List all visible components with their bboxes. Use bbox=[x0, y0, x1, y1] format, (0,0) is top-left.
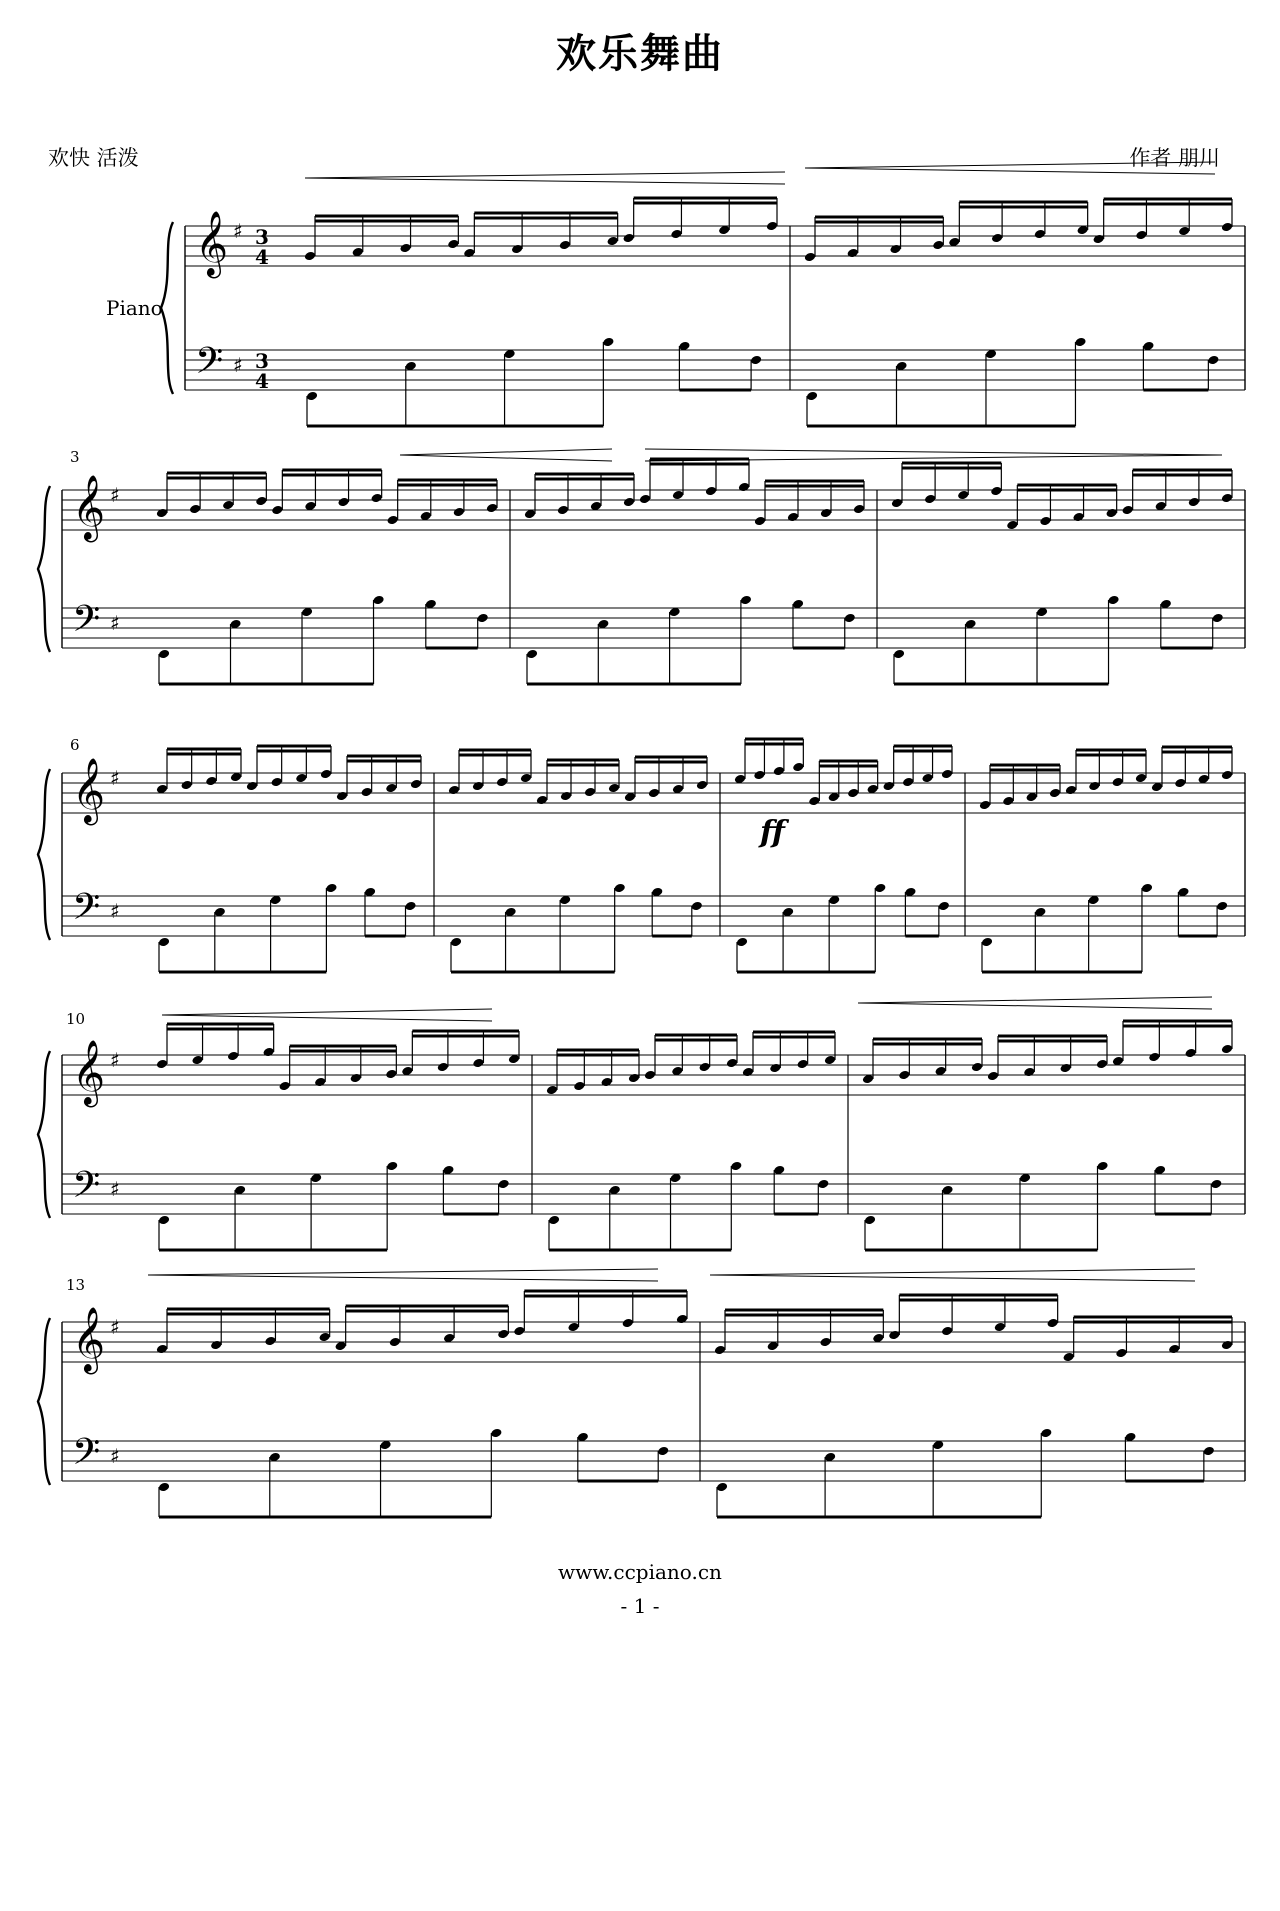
notehead bbox=[600, 1077, 612, 1088]
notehead bbox=[472, 781, 484, 792]
treble-key-signature: ♯ bbox=[110, 1048, 120, 1072]
notehead bbox=[787, 512, 799, 523]
notehead bbox=[490, 1428, 502, 1439]
notehead bbox=[1002, 796, 1014, 807]
treble-key-signature: ♯ bbox=[110, 766, 120, 790]
treble-key-signature: ♯ bbox=[233, 219, 243, 243]
notehead bbox=[817, 1179, 829, 1190]
notehead bbox=[1135, 230, 1147, 241]
notehead bbox=[304, 251, 316, 262]
crescendo-hairpin bbox=[305, 178, 785, 184]
notehead bbox=[1096, 1161, 1108, 1172]
notehead bbox=[902, 777, 914, 788]
treble-clef-icon: 𝄞 bbox=[195, 211, 229, 276]
grand-staff-brace bbox=[38, 1051, 50, 1218]
notehead bbox=[559, 240, 571, 251]
notehead bbox=[941, 1326, 953, 1337]
notehead bbox=[957, 490, 969, 501]
notehead bbox=[360, 787, 372, 798]
crescendo-hairpin bbox=[710, 1275, 1195, 1281]
notehead bbox=[1174, 778, 1186, 789]
notehead bbox=[1221, 1340, 1233, 1351]
notehead bbox=[628, 1073, 640, 1084]
notehead bbox=[738, 482, 750, 493]
notehead bbox=[971, 1062, 983, 1073]
notehead bbox=[613, 883, 625, 894]
notehead bbox=[898, 1070, 910, 1081]
notehead bbox=[987, 1071, 999, 1082]
measure-number: 10 bbox=[66, 1010, 86, 1028]
notehead bbox=[1184, 1048, 1196, 1059]
instrument-label: Piano bbox=[106, 296, 163, 320]
notehead bbox=[622, 233, 634, 244]
notehead bbox=[608, 783, 620, 794]
notehead bbox=[270, 777, 282, 788]
crescendo-hairpin bbox=[162, 1009, 492, 1015]
notehead bbox=[773, 766, 785, 777]
notehead bbox=[520, 773, 532, 784]
notehead bbox=[191, 1055, 203, 1066]
notehead bbox=[385, 1069, 397, 1080]
notehead bbox=[1121, 505, 1133, 516]
notehead bbox=[567, 1322, 579, 1333]
notehead bbox=[477, 613, 489, 624]
crescendo-hairpin bbox=[148, 1269, 658, 1275]
notehead bbox=[437, 1062, 449, 1073]
notehead bbox=[736, 937, 748, 948]
notehead bbox=[882, 781, 894, 792]
notehead bbox=[450, 937, 462, 948]
grand-staff-brace bbox=[38, 486, 50, 652]
notehead bbox=[1207, 355, 1219, 366]
crescendo-hairpin bbox=[400, 455, 612, 461]
notehead bbox=[864, 1215, 876, 1226]
treble-time-signature-numerator: 3 bbox=[255, 225, 269, 249]
notehead bbox=[526, 649, 538, 660]
notehead bbox=[606, 236, 618, 247]
notehead bbox=[325, 883, 337, 894]
grand-staff-brace bbox=[161, 222, 173, 394]
notehead bbox=[1059, 1063, 1071, 1074]
notehead bbox=[847, 248, 859, 259]
treble-clef-icon: 𝄞 bbox=[72, 1040, 106, 1105]
notehead bbox=[1049, 788, 1061, 799]
dynamic-ff: ff bbox=[760, 815, 785, 850]
notehead bbox=[1221, 1044, 1233, 1055]
notehead bbox=[1034, 229, 1046, 240]
notehead bbox=[1107, 595, 1119, 606]
notehead bbox=[820, 508, 832, 519]
notehead bbox=[1062, 1352, 1074, 1363]
notehead bbox=[1141, 883, 1153, 894]
notehead bbox=[740, 595, 752, 606]
notehead bbox=[548, 1215, 560, 1226]
bass-key-signature: ♯ bbox=[110, 1177, 120, 1201]
notehead bbox=[156, 508, 168, 519]
notehead bbox=[306, 391, 318, 402]
notehead bbox=[1092, 234, 1104, 245]
notehead bbox=[337, 497, 349, 508]
notehead bbox=[447, 239, 459, 250]
notehead bbox=[399, 243, 411, 254]
notehead bbox=[979, 800, 991, 811]
notehead bbox=[372, 595, 384, 606]
bass-clef-icon: 𝄢 bbox=[72, 1164, 101, 1215]
notehead bbox=[806, 391, 818, 402]
bass-clef-icon: 𝄢 bbox=[195, 340, 224, 391]
notehead bbox=[1212, 613, 1224, 624]
notehead bbox=[1096, 1059, 1108, 1070]
notehead bbox=[1040, 1428, 1052, 1439]
notehead bbox=[696, 780, 708, 791]
notehead bbox=[1135, 773, 1147, 784]
notehead bbox=[1023, 1067, 1035, 1078]
notehead bbox=[921, 773, 933, 784]
notehead bbox=[941, 769, 953, 780]
tempo-marking: 欢快 活泼 bbox=[48, 146, 139, 170]
treble-clef-icon: 𝄞 bbox=[72, 1307, 106, 1372]
notehead bbox=[691, 901, 703, 912]
notehead bbox=[222, 500, 234, 511]
crescendo-hairpin bbox=[148, 1275, 658, 1281]
notehead bbox=[622, 1318, 634, 1329]
grand-staff-brace bbox=[38, 769, 50, 940]
notehead bbox=[1168, 1344, 1180, 1355]
crescendo-hairpin bbox=[305, 172, 785, 178]
notehead bbox=[754, 516, 766, 527]
notehead bbox=[278, 1081, 290, 1092]
crescendo-hairpin bbox=[805, 168, 1215, 174]
notehead bbox=[891, 498, 903, 509]
notehead bbox=[924, 494, 936, 505]
notehead bbox=[1111, 777, 1123, 788]
score-title: 欢乐舞曲 bbox=[556, 31, 724, 77]
notehead bbox=[156, 1059, 168, 1070]
notehead bbox=[847, 788, 859, 799]
notehead bbox=[158, 649, 170, 660]
notehead bbox=[1178, 226, 1190, 237]
notehead bbox=[1039, 516, 1051, 527]
treble-clef-icon: 𝄞 bbox=[72, 475, 106, 540]
notehead bbox=[320, 769, 332, 780]
notehead bbox=[448, 785, 460, 796]
notehead bbox=[644, 1070, 656, 1081]
bass-time-signature-denominator: 4 bbox=[255, 369, 269, 393]
notehead bbox=[1105, 508, 1117, 519]
notehead bbox=[158, 1482, 170, 1493]
notehead bbox=[189, 504, 201, 515]
notehead bbox=[716, 1482, 728, 1493]
notehead bbox=[205, 776, 217, 787]
notehead bbox=[648, 788, 660, 799]
notehead bbox=[156, 1344, 168, 1355]
notehead bbox=[370, 493, 382, 504]
notehead bbox=[404, 901, 416, 912]
notehead bbox=[698, 1062, 710, 1073]
notehead bbox=[536, 795, 548, 806]
notehead bbox=[246, 781, 258, 792]
bass-key-signature: ♯ bbox=[110, 899, 120, 923]
notehead bbox=[1221, 770, 1233, 781]
measure-number: 3 bbox=[70, 448, 80, 466]
notehead bbox=[792, 762, 804, 773]
notehead bbox=[497, 1179, 509, 1190]
notehead bbox=[796, 1059, 808, 1070]
notehead bbox=[513, 1326, 525, 1337]
bass-key-signature: ♯ bbox=[110, 611, 120, 635]
notehead bbox=[386, 515, 398, 526]
notehead bbox=[804, 252, 816, 263]
notehead bbox=[1065, 785, 1077, 796]
notehead bbox=[1221, 222, 1233, 233]
notehead bbox=[726, 1058, 738, 1069]
notehead bbox=[670, 229, 682, 240]
notehead bbox=[1216, 901, 1228, 912]
notehead bbox=[410, 779, 422, 790]
notehead bbox=[271, 505, 283, 516]
notehead bbox=[1221, 493, 1233, 504]
notehead bbox=[336, 791, 348, 802]
notehead bbox=[1188, 497, 1200, 508]
notehead bbox=[180, 780, 192, 791]
notehead bbox=[389, 1337, 401, 1348]
notehead bbox=[874, 883, 886, 894]
notehead bbox=[889, 244, 901, 255]
treble-key-signature: ♯ bbox=[110, 483, 120, 507]
notehead bbox=[819, 1337, 831, 1348]
notehead bbox=[318, 1332, 330, 1343]
crescendo-hairpin bbox=[400, 449, 612, 455]
notehead bbox=[672, 490, 684, 501]
notehead bbox=[766, 221, 778, 232]
notehead bbox=[255, 496, 267, 507]
notehead bbox=[463, 248, 475, 259]
bass-key-signature: ♯ bbox=[233, 353, 243, 377]
bass-time-signature-numerator: 3 bbox=[255, 349, 269, 373]
decrescendo-hairpin bbox=[645, 449, 1222, 455]
crescendo-hairpin bbox=[805, 162, 1215, 168]
notehead bbox=[557, 505, 569, 516]
notehead bbox=[227, 1051, 239, 1062]
treble-clef-icon: 𝄞 bbox=[72, 758, 106, 823]
notehead bbox=[990, 486, 1002, 497]
notehead bbox=[1210, 1179, 1222, 1190]
notehead bbox=[991, 233, 1003, 244]
crescendo-hairpin bbox=[710, 1269, 1195, 1275]
notehead bbox=[573, 1081, 585, 1092]
crescendo-hairpin bbox=[858, 997, 1212, 1003]
notehead bbox=[314, 1077, 326, 1088]
notehead bbox=[1088, 781, 1100, 792]
notehead bbox=[623, 497, 635, 508]
crescendo-hairpin bbox=[858, 1003, 1212, 1009]
website-footer: www.ccpiano.cn bbox=[558, 1560, 722, 1584]
grand-staff-brace bbox=[38, 1318, 50, 1485]
bass-clef-icon: 𝄢 bbox=[72, 1431, 101, 1482]
notehead bbox=[844, 613, 856, 624]
notehead bbox=[264, 1336, 276, 1347]
notehead bbox=[453, 507, 465, 518]
notehead bbox=[981, 937, 993, 948]
notehead bbox=[705, 486, 717, 497]
notehead bbox=[560, 791, 572, 802]
notehead bbox=[350, 1073, 362, 1084]
notehead bbox=[295, 773, 307, 784]
notehead bbox=[1072, 512, 1084, 523]
notehead bbox=[511, 244, 523, 255]
bass-clef-icon: 𝄢 bbox=[72, 598, 101, 649]
notehead bbox=[853, 504, 865, 515]
notehead bbox=[386, 1161, 398, 1172]
treble-time-signature-denominator: 4 bbox=[255, 245, 269, 269]
notehead bbox=[1148, 1052, 1160, 1063]
notehead bbox=[158, 1215, 170, 1226]
notehead bbox=[824, 1055, 836, 1066]
notehead bbox=[888, 1330, 900, 1341]
notehead bbox=[602, 337, 614, 348]
notehead bbox=[584, 787, 596, 798]
notehead bbox=[742, 1067, 754, 1078]
notehead bbox=[938, 901, 950, 912]
notehead bbox=[730, 1161, 742, 1172]
notehead bbox=[1115, 1348, 1127, 1359]
notehead bbox=[1046, 1318, 1058, 1329]
notehead bbox=[497, 1329, 509, 1340]
notehead bbox=[932, 240, 944, 251]
notehead bbox=[750, 355, 762, 366]
treble-key-signature: ♯ bbox=[110, 1315, 120, 1339]
notehead bbox=[496, 777, 508, 788]
measure-number: 13 bbox=[66, 1276, 86, 1294]
crescendo-hairpin bbox=[162, 1015, 492, 1021]
measure-number: 6 bbox=[70, 736, 80, 754]
composer-label: 作者 朋川 bbox=[1129, 146, 1220, 170]
notehead bbox=[714, 1345, 726, 1356]
notehead bbox=[753, 770, 765, 781]
notehead bbox=[385, 783, 397, 794]
notehead bbox=[158, 937, 170, 948]
notehead bbox=[657, 1446, 669, 1457]
notehead bbox=[1006, 520, 1018, 531]
notehead bbox=[676, 1314, 688, 1325]
notehead bbox=[994, 1322, 1006, 1333]
bass-clef-icon: 𝄢 bbox=[72, 886, 101, 937]
notehead bbox=[1074, 337, 1086, 348]
notehead bbox=[808, 796, 820, 807]
notehead bbox=[262, 1047, 274, 1058]
notehead bbox=[893, 649, 905, 660]
page-number: - 1 - bbox=[620, 1594, 660, 1618]
notehead bbox=[472, 1058, 484, 1069]
notehead bbox=[210, 1340, 222, 1351]
notehead bbox=[769, 1063, 781, 1074]
bass-key-signature: ♯ bbox=[110, 1444, 120, 1468]
notehead bbox=[486, 503, 498, 514]
notehead bbox=[639, 494, 651, 505]
notehead bbox=[546, 1085, 558, 1096]
notehead bbox=[1203, 1446, 1215, 1457]
